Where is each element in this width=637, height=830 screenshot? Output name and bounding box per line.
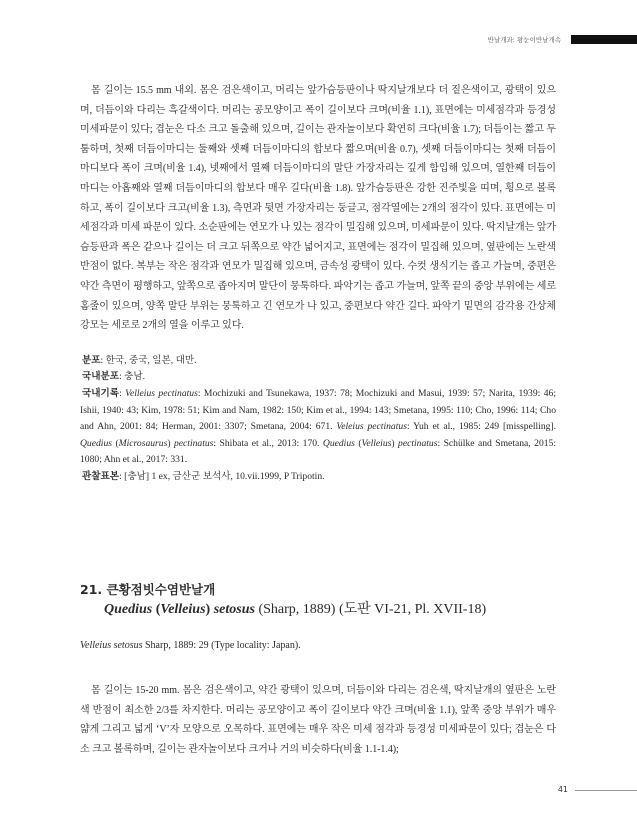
examined-text: : [충남] 1 ex, 금산군 보석사, 10.vii.1999, P Tripotin.	[119, 470, 325, 482]
record-punct-3b: )	[167, 437, 174, 449]
synonym-taxon: Velleius setosus	[80, 640, 143, 651]
distribution-block	[80, 353, 556, 486]
record-text-1: : Mochizuki and Tsunekawa, 1937: 78; Mochizuki and Masui, 1939: 57; Narita, 1939: 46; Ishii, 1940: 43; Kim, 1978: 51; Kim and Nam, 1982: 150; Kim et al., 1994: 143; Smetana, 1995: 110; Cho, 1996: 114; Cho and Ahn, 2001: 84; Herman, 2001: 3307; Smetana, 2004: 671.	[80, 387, 556, 433]
synonym-text: Sharp, 1889: 29 (Type locality: Japan).	[142, 640, 301, 651]
record-taxon-4c: pectinatus	[398, 437, 438, 449]
second-description	[80, 681, 556, 759]
synonym-line	[80, 640, 301, 651]
record-punct-4a: (	[354, 437, 362, 449]
header-text: 반날개과: 왕눈이반날개속	[487, 35, 561, 44]
record-text-2: : Yuh et al., 1985: 249 [misspelling].	[406, 421, 557, 433]
plate-reference: (도판 VI-21, Pl. XVII-18)	[338, 602, 487, 617]
record-taxon-4b: Velleius	[361, 437, 392, 449]
subgenus-close: )	[205, 602, 214, 617]
species-scientific-name	[80, 600, 556, 620]
korea-records-label: 국내기록	[82, 387, 120, 399]
distribution-label: 분포	[82, 354, 101, 366]
species-author: (Sharp, 1889)	[254, 602, 339, 617]
record-text-4: : Schülke and Smetana, 2015: 1080; Ahn et al., 2017: 331.	[80, 437, 557, 466]
record-taxon-3: Quedius	[80, 437, 112, 449]
examined-specimens-line	[80, 469, 556, 486]
species-title: 21. 큰황점빗수염반날개	[80, 582, 216, 597]
records-sep: :	[119, 387, 126, 399]
distribution-line	[80, 353, 556, 370]
subgenus-name: Velleius	[160, 602, 206, 617]
species-heading	[80, 580, 556, 620]
korea-distribution-label: 국내분포	[82, 371, 120, 383]
main-content	[80, 81, 556, 485]
record-punct-3a: (	[111, 437, 119, 449]
record-taxon-3c: pectinatus	[173, 437, 214, 449]
korea-distribution-line	[80, 369, 556, 386]
distribution-text: : 한국, 중국, 일본, 대만.	[100, 354, 197, 366]
subgenus-open: (	[152, 602, 161, 617]
record-punct-4b: )	[391, 437, 399, 449]
running-header	[488, 31, 637, 47]
footer-rule	[575, 790, 637, 791]
description-paragraph: 몸 길이는 15.5 mm 내외. 몸은 검은색이고, 머리는 앞가슴등판이나 딱지날개보다 더 짙은색이고, 광택이 있으며, 더듬이와 다리는 흑갈색이다. 머리는 공모양이고 폭이 길이보다 크며(비율 1.1), 표면에는 미세점각과 등경성 미세파문이 있다; 겹눈은 다소 크고 돌출해 있으며, 길이는 관자놀이보다 확연히 크다(비율 1.7); 더듬이는 짧고 두툼하며, 첫째 더듬이마디는 둘째와 셋째 더듬이마디의 합보다 짧으며(비율 0.7), 셋째 더듬이마디는 첫째 더듬이마디보다 폭이 크며(비율 1.4), 넷째에서 열째 더듬이마디의 말단 가장자리는 깊게 함입해 있으며, 열한째 더듬이마디는 아홉째와 열째 더듬이마디의 합보다 매우 길다(비율 1.8). 앞가슴등판은 강한 진주빛을 띠며, 횡으로 볼록하고, 폭이 길이보다 크고(비율 1.3), 측면과 뒷면 가장자리는 둥글고, 점각열에는 2개의 점각이 있다. 표면에는 미세점각과 미세 파문이 있다. 소순판에는 연모가 나 있는 점각이 밀집해 있으며, 미세파문이 있다. 딱지날개는 앞가슴등판과 폭은 같으나 길이는 더 크고 뒤쪽으로 약간 넓어지고, 표면에는 점각이 밀집해 있으며, 옆판에는 노란색 반점이 없다. 복부는 작은 점각과 연모가 밀집해 있으며, 금속성 광택이 있다. 수컷 생식기는 좁고 가늘며, 중편은 약간 측면이 평행하고, 앞쪽으로 좁아지며 말단이 뭉툭하다. 파악기는 좁고 가늘며, 앞쪽 끝의 중앙 부위에는 세로 홈줄이 있으며, 양쪽 말단 부위는 뭉툭하고 긴 연모가 나 있고, 중편보다 약간 길다. 파악기 밑면의 감각용 간상체 강모는 세로로 2개의 열을 이루고 있다.	[80, 85, 556, 332]
description-paragraph-2: 몸 길이는 15-20 mm. 몸은 검은색이고, 약간 광택이 있으며, 더듬이와 다리는 검은색, 딱지날개의 옆판은 노란색 반점이 최소한 2/3를 차지한다. 머리는 공모양이고 폭이 길이보다 약간 크며(비율 1.1), 앞쪽 중앙 부위가 매우 얇게 그리고 넓게 ‘V’자 모양으로 오목하다. 표면에는 매우 작은 미세 점각과 등경성 미세파문이 있다; 겹눈은 다소 크고 볼록하며, 길이는 관자놀이보다 크거나 거의 비슷하다(비율 1.1-1.4);	[80, 685, 556, 755]
header-bar	[571, 35, 637, 44]
genus-name: Quedius	[104, 602, 153, 617]
record-text-3: : Shibata et al., 2013: 170.	[213, 437, 323, 449]
record-taxon-2: Veleius pectinatus	[336, 421, 407, 433]
korea-records-paragraph	[80, 386, 556, 469]
species-epithet: setosus	[213, 602, 255, 617]
record-taxon-3b: Microsaurus	[118, 437, 168, 449]
page-number: 41	[557, 785, 568, 794]
examined-label: 관찰표본	[82, 470, 120, 482]
korea-distribution-text: : 충남.	[119, 371, 146, 383]
record-taxon-1: Velleius pectinatus	[125, 387, 198, 399]
record-taxon-4: Quedius	[322, 437, 355, 449]
